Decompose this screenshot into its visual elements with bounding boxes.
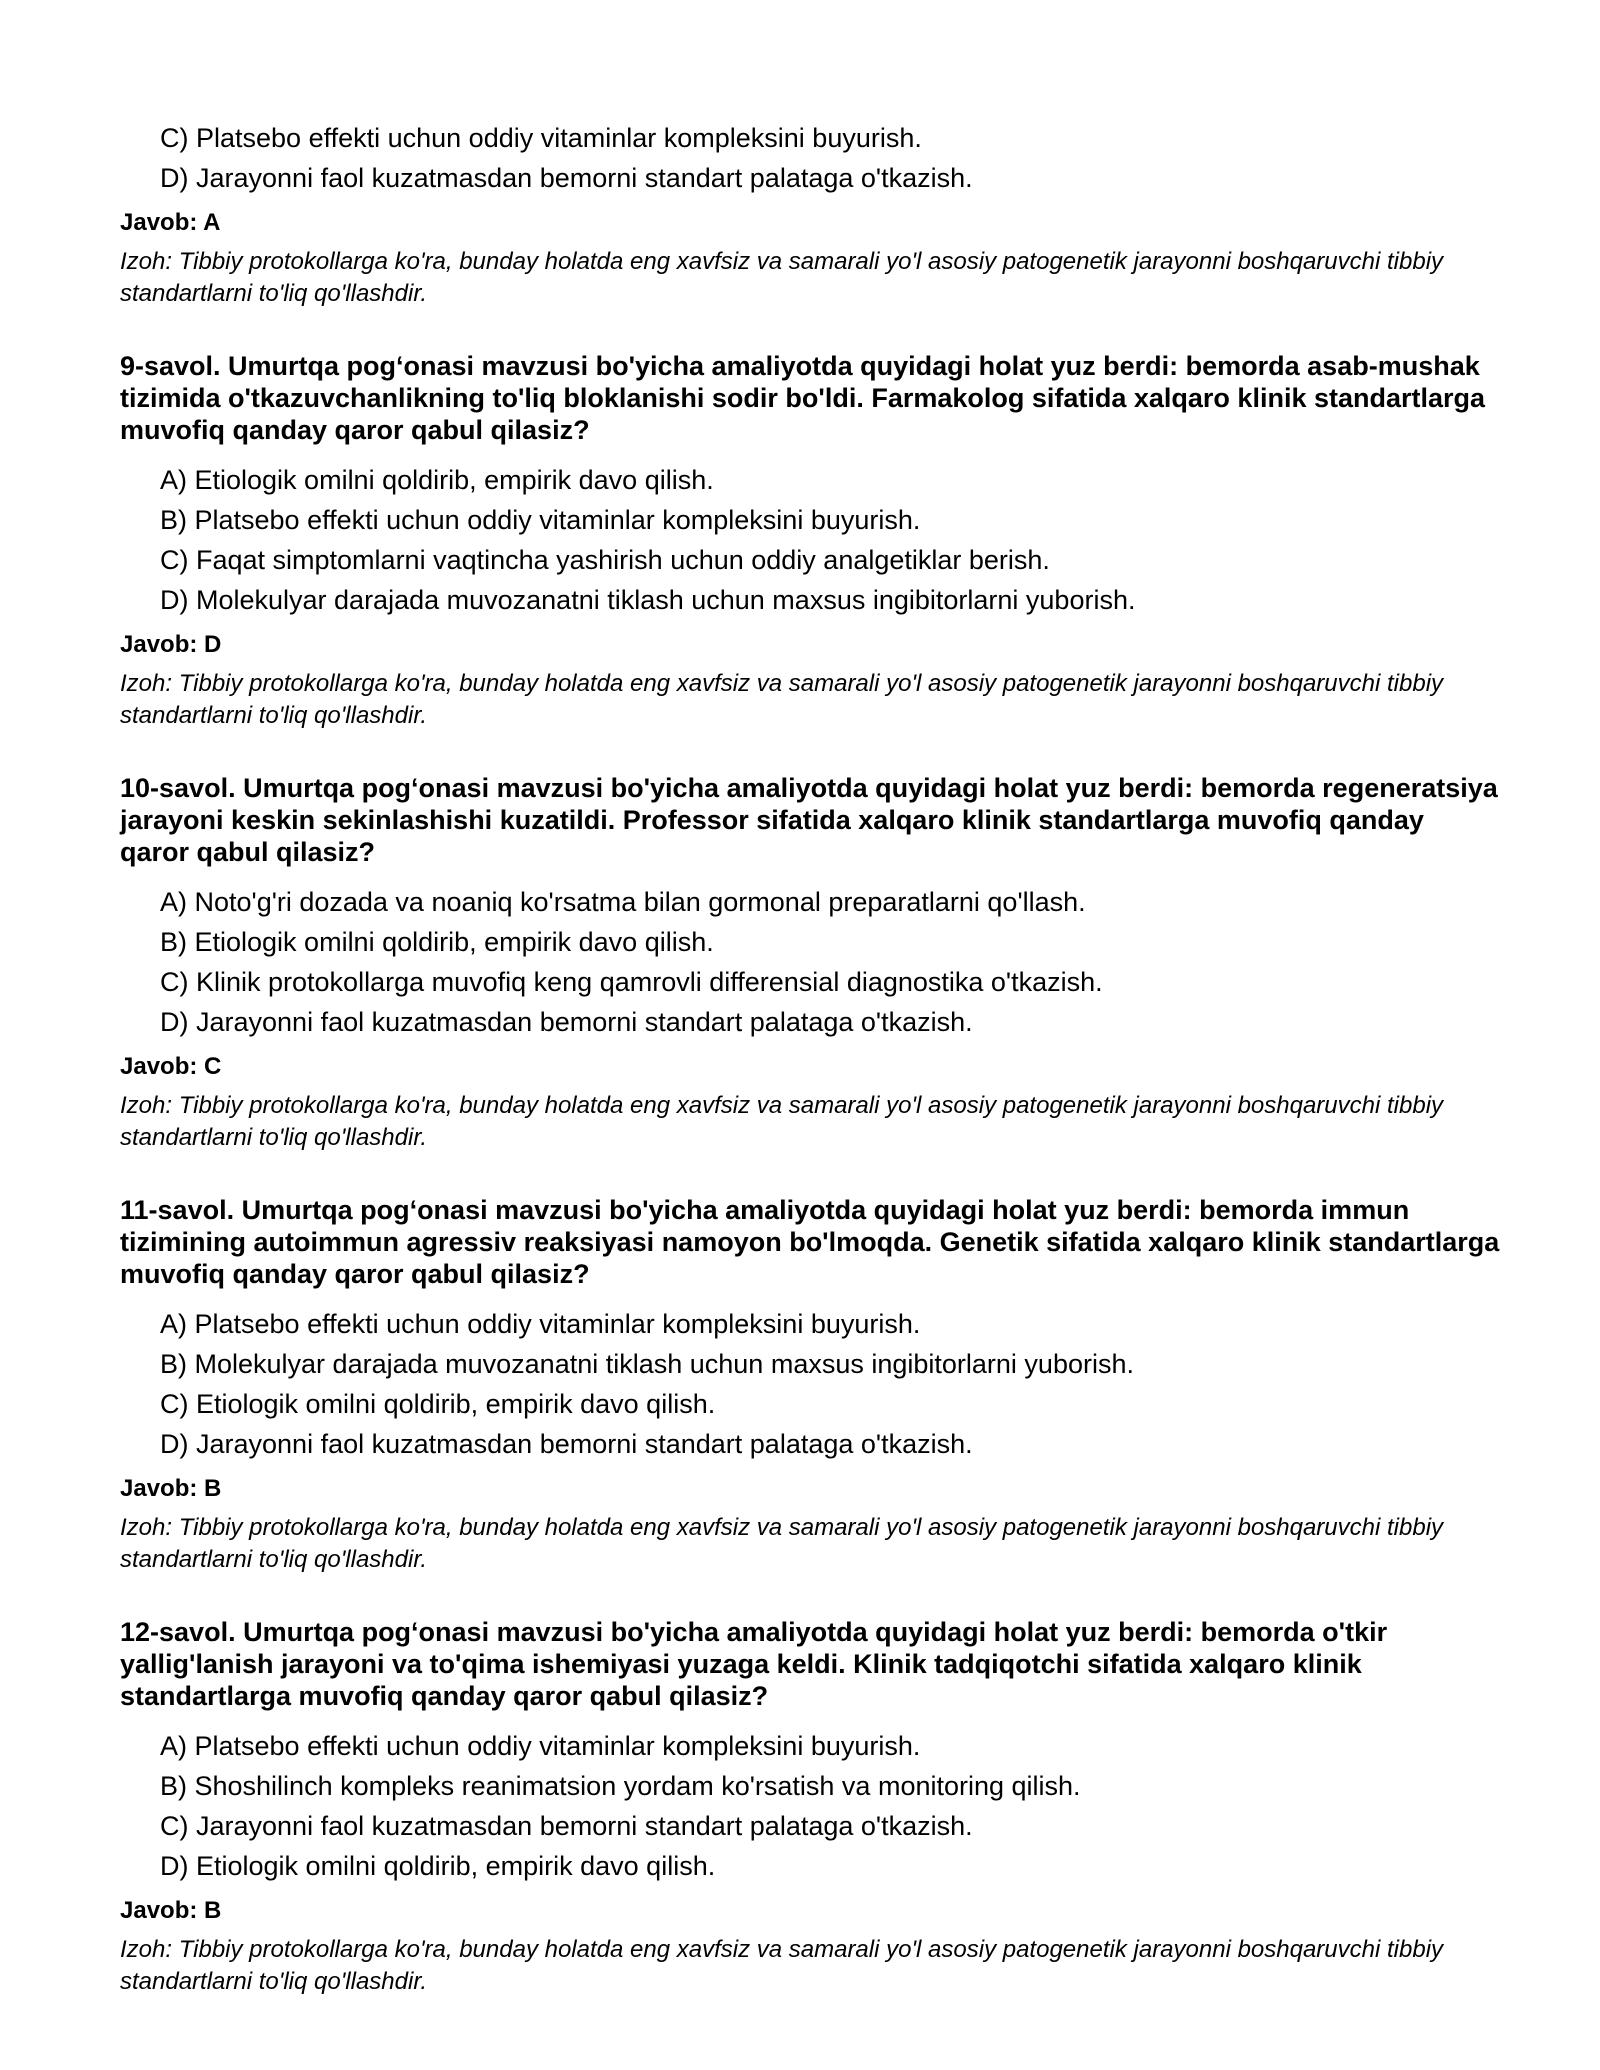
prev-question-tail xyxy=(120,118,1500,310)
explanation: Izoh: Tibbiy protokollarga ko'ra, bunday holatda eng xavfsiz va samarali yo'l asosiy patogenetik jarayonni boshqaruvchi tibbiy standartlarni to'liq qo'llashdir. xyxy=(120,1936,1444,1995)
option-b: B) Platsebo effekti uchun oddiy vitaminlar kompleksini buyurish. xyxy=(160,505,921,535)
option-c: C) Etiologik omilni qoldirib, empirik davo qilish. xyxy=(160,1389,716,1419)
answer: Javob: A xyxy=(120,209,221,236)
option-list xyxy=(120,882,1500,1042)
option-a: A) Platsebo effekti uchun oddiy vitaminlar kompleksini buyurish. xyxy=(160,1309,921,1339)
answer: Javob: C xyxy=(120,1053,222,1080)
option-list xyxy=(120,460,1500,620)
option-list xyxy=(120,1726,1500,1886)
option-b: B) Molekulyar darajada muvozanatni tiklash uchun maxsus ingibitorlarni yuborish. xyxy=(160,1349,1134,1379)
question-title: 12-savol. Umurtqa pog‘onasi mavzusi bo'yicha amaliyotda quyidagi holat yuz berdi: bemorda o'tkir yallig'lanish jarayoni va to'qima ishemiyasi yuzaga keldi. Klinik tadqiqotchi sifatida xalqaro klinik standartlarga muvofiq qanday qaror qabul qilasiz? xyxy=(120,1617,1388,1711)
answer: Javob: B xyxy=(120,1897,222,1924)
question-9 xyxy=(120,350,1500,732)
option-a: A) Platsebo effekti uchun oddiy vitaminlar kompleksini buyurish. xyxy=(160,1731,921,1761)
explanation: Izoh: Tibbiy protokollarga ko'ra, bunday holatda eng xavfsiz va samarali yo'l asosiy patogenetik jarayonni boshqaruvchi tibbiy standartlarni to'liq qo'llashdir. xyxy=(120,1092,1444,1151)
question-12 xyxy=(120,1616,1500,1998)
option-c: C) Faqat simptomlarni vaqtincha yashirish uchun oddiy analgetiklar berish. xyxy=(160,545,1050,575)
question-11 xyxy=(120,1194,1500,1576)
option-a: A) Etiologik omilni qoldirib, empirik davo qilish. xyxy=(160,465,714,495)
option-list xyxy=(120,1304,1500,1464)
answer: Javob: D xyxy=(120,631,222,658)
option-c: C) Platsebo effekti uchun oddiy vitaminlar kompleksini buyurish. xyxy=(160,123,922,153)
option-d: D) Molekulyar darajada muvozanatni tiklash uchun maxsus ingibitorlarni yuborish. xyxy=(160,585,1136,615)
explanation: Izoh: Tibbiy protokollarga ko'ra, bunday holatda eng xavfsiz va samarali yo'l asosiy patogenetik jarayonni boshqaruvchi tibbiy standartlarni to'liq qo'llashdir. xyxy=(120,1514,1444,1573)
option-d: D) Etiologik omilni qoldirib, empirik davo qilish. xyxy=(160,1851,716,1881)
question-title: 11-savol. Umurtqa pog‘onasi mavzusi bo'yicha amaliyotda quyidagi holat yuz berdi: bemorda immun tizimining autoimmun agressiv reaksiyasi namoyon bo'lmoqda. Genetik sifatida xalqaro klinik standartlarga muvofiq qanday qaror qabul qilasiz? xyxy=(120,1195,1500,1289)
question-title: 10-savol. Umurtqa pog‘onasi mavzusi bo'yicha amaliyotda quyidagi holat yuz berdi: bemorda regeneratsiya jarayoni keskin sekinlashishi kuzatildi. Professor sifatida xalqaro klinik standartlarga muvofiq qanday qaror qabul qilasiz? xyxy=(120,773,1498,867)
option-c: C) Klinik protokollarga muvofiq keng qamrovli differensial diagnostika o'tkazish. xyxy=(160,967,1103,997)
option-d: D) Jarayonni faol kuzatmasdan bemorni standart palataga o'tkazish. xyxy=(160,163,973,193)
question-10 xyxy=(120,772,1500,1154)
explanation: Izoh: Tibbiy protokollarga ko'ra, bunday holatda eng xavfsiz va samarali yo'l asosiy patogenetik jarayonni boshqaruvchi tibbiy standartlarni to'liq qo'llashdir. xyxy=(120,670,1444,729)
option-d: D) Jarayonni faol kuzatmasdan bemorni standart palataga o'tkazish. xyxy=(160,1429,973,1459)
option-b: B) Shoshilinch kompleks reanimatsion yordam ko'rsatish va monitoring qilish. xyxy=(160,1771,1081,1801)
option-a: A) Noto'g'ri dozada va noaniq ko'rsatma bilan gormonal preparatlarni qo'llash. xyxy=(160,887,1086,917)
option-list xyxy=(120,118,1500,198)
explanation: Izoh: Tibbiy protokollarga ko'ra, bunday holatda eng xavfsiz va samarali yo'l asosiy patogenetik jarayonni boshqaruvchi tibbiy standartlarni to'liq qo'llashdir. xyxy=(120,248,1444,307)
answer: Javob: B xyxy=(120,1475,222,1502)
option-c: C) Jarayonni faol kuzatmasdan bemorni standart palataga o'tkazish. xyxy=(160,1811,973,1841)
content xyxy=(120,118,1500,1998)
question-title: 9-savol. Umurtqa pog‘onasi mavzusi bo'yicha amaliyotda quyidagi holat yuz berdi: bemorda asab-mushak tizimida o'tkazuvchanlikning to'liq bloklanishi sodir bo'ldi. Farmakolog sifatida xalqaro klinik standartlarga muvofiq qanday qaror qabul qilasiz? xyxy=(120,351,1486,445)
option-b: B) Etiologik omilni qoldirib, empirik davo qilish. xyxy=(160,927,714,957)
option-d: D) Jarayonni faol kuzatmasdan bemorni standart palataga o'tkazish. xyxy=(160,1007,973,1037)
